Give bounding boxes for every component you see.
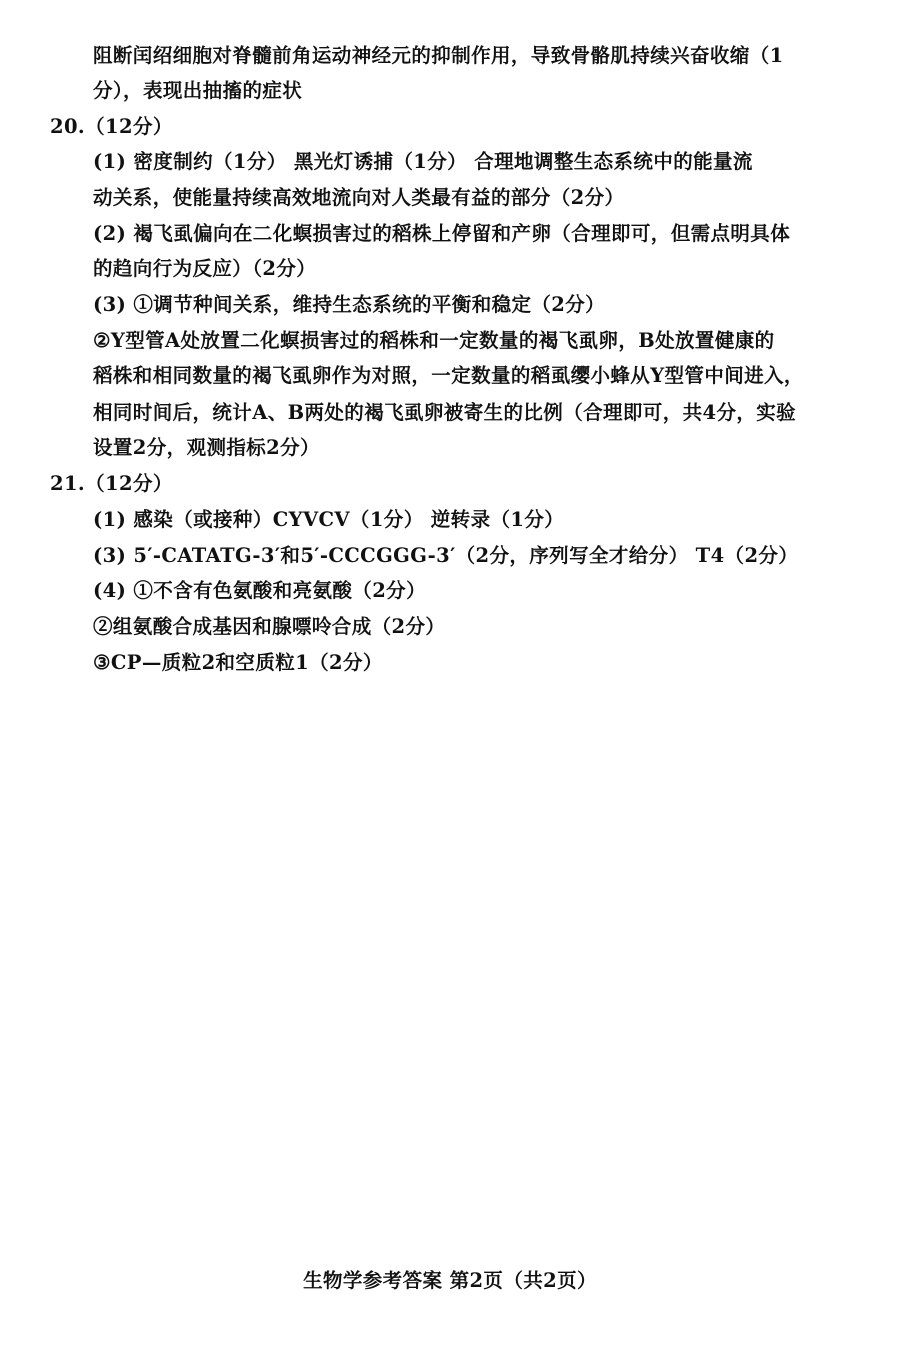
- question-heading: 20.（12分）: [50, 115, 173, 138]
- text-line: 设置2分，观测指标2分）: [93, 436, 320, 459]
- question-heading: 21.（12分）: [50, 472, 173, 495]
- text-line: 稻株和相同数量的褐飞虱卵作为对照，一定数量的稻虱缨小蜂从Y型管中间进入，: [93, 364, 804, 387]
- text-line: (3) ①调节种间关系，维持生态系统的平衡和稳定（2分）: [93, 293, 606, 316]
- text-line: (3) 5′-CATATG-3′和5′-CCCGGG-3′（2分，序列写全才给分） T4（2分）: [93, 544, 799, 567]
- text-line: ②Y型管A处放置二化螟损害过的稻株和一定数量的褐飞虱卵，B处放置健康的: [93, 329, 775, 352]
- text-line: ③CP—质粒2和空质粒1（2分）: [93, 651, 383, 674]
- text-line: 相同时间后，统计A、B两处的褐飞虱卵被寄生的比例（合理即可，共4分，实验: [93, 401, 797, 424]
- text-line: 阻断闰绍细胞对脊髓前角运动神经元的抑制作用，导致骨骼肌持续兴奋收缩（1: [93, 44, 784, 67]
- text-line: 动关系，使能量持续高效地流向对人类最有益的部分（2分）: [93, 186, 625, 209]
- text-line: (4) ①不含有色氨酸和亮氨酸（2分）: [93, 579, 426, 602]
- text-line: (1) 感染（或接种）CYVCV（1分） 逆转录（1分）: [93, 508, 565, 531]
- text-line: 的趋向行为反应）（2分）: [93, 257, 317, 280]
- text-line: (1) 密度制约（1分） 黑光灯诱捕（1分） 合理地调整生态系统中的能量流: [93, 150, 753, 173]
- text-line: ②组氨酸合成基因和腺嘌呤合成（2分）: [93, 615, 446, 638]
- text-line: (2) 褐飞虱偏向在二化螟损害过的稻株上停留和产卵（合理即可，但需点明具体: [93, 222, 791, 245]
- text-line: 分），表现出抽搐的症状: [93, 79, 303, 102]
- page-footer: 生物学参考答案 第2页（共2页）: [303, 1269, 597, 1292]
